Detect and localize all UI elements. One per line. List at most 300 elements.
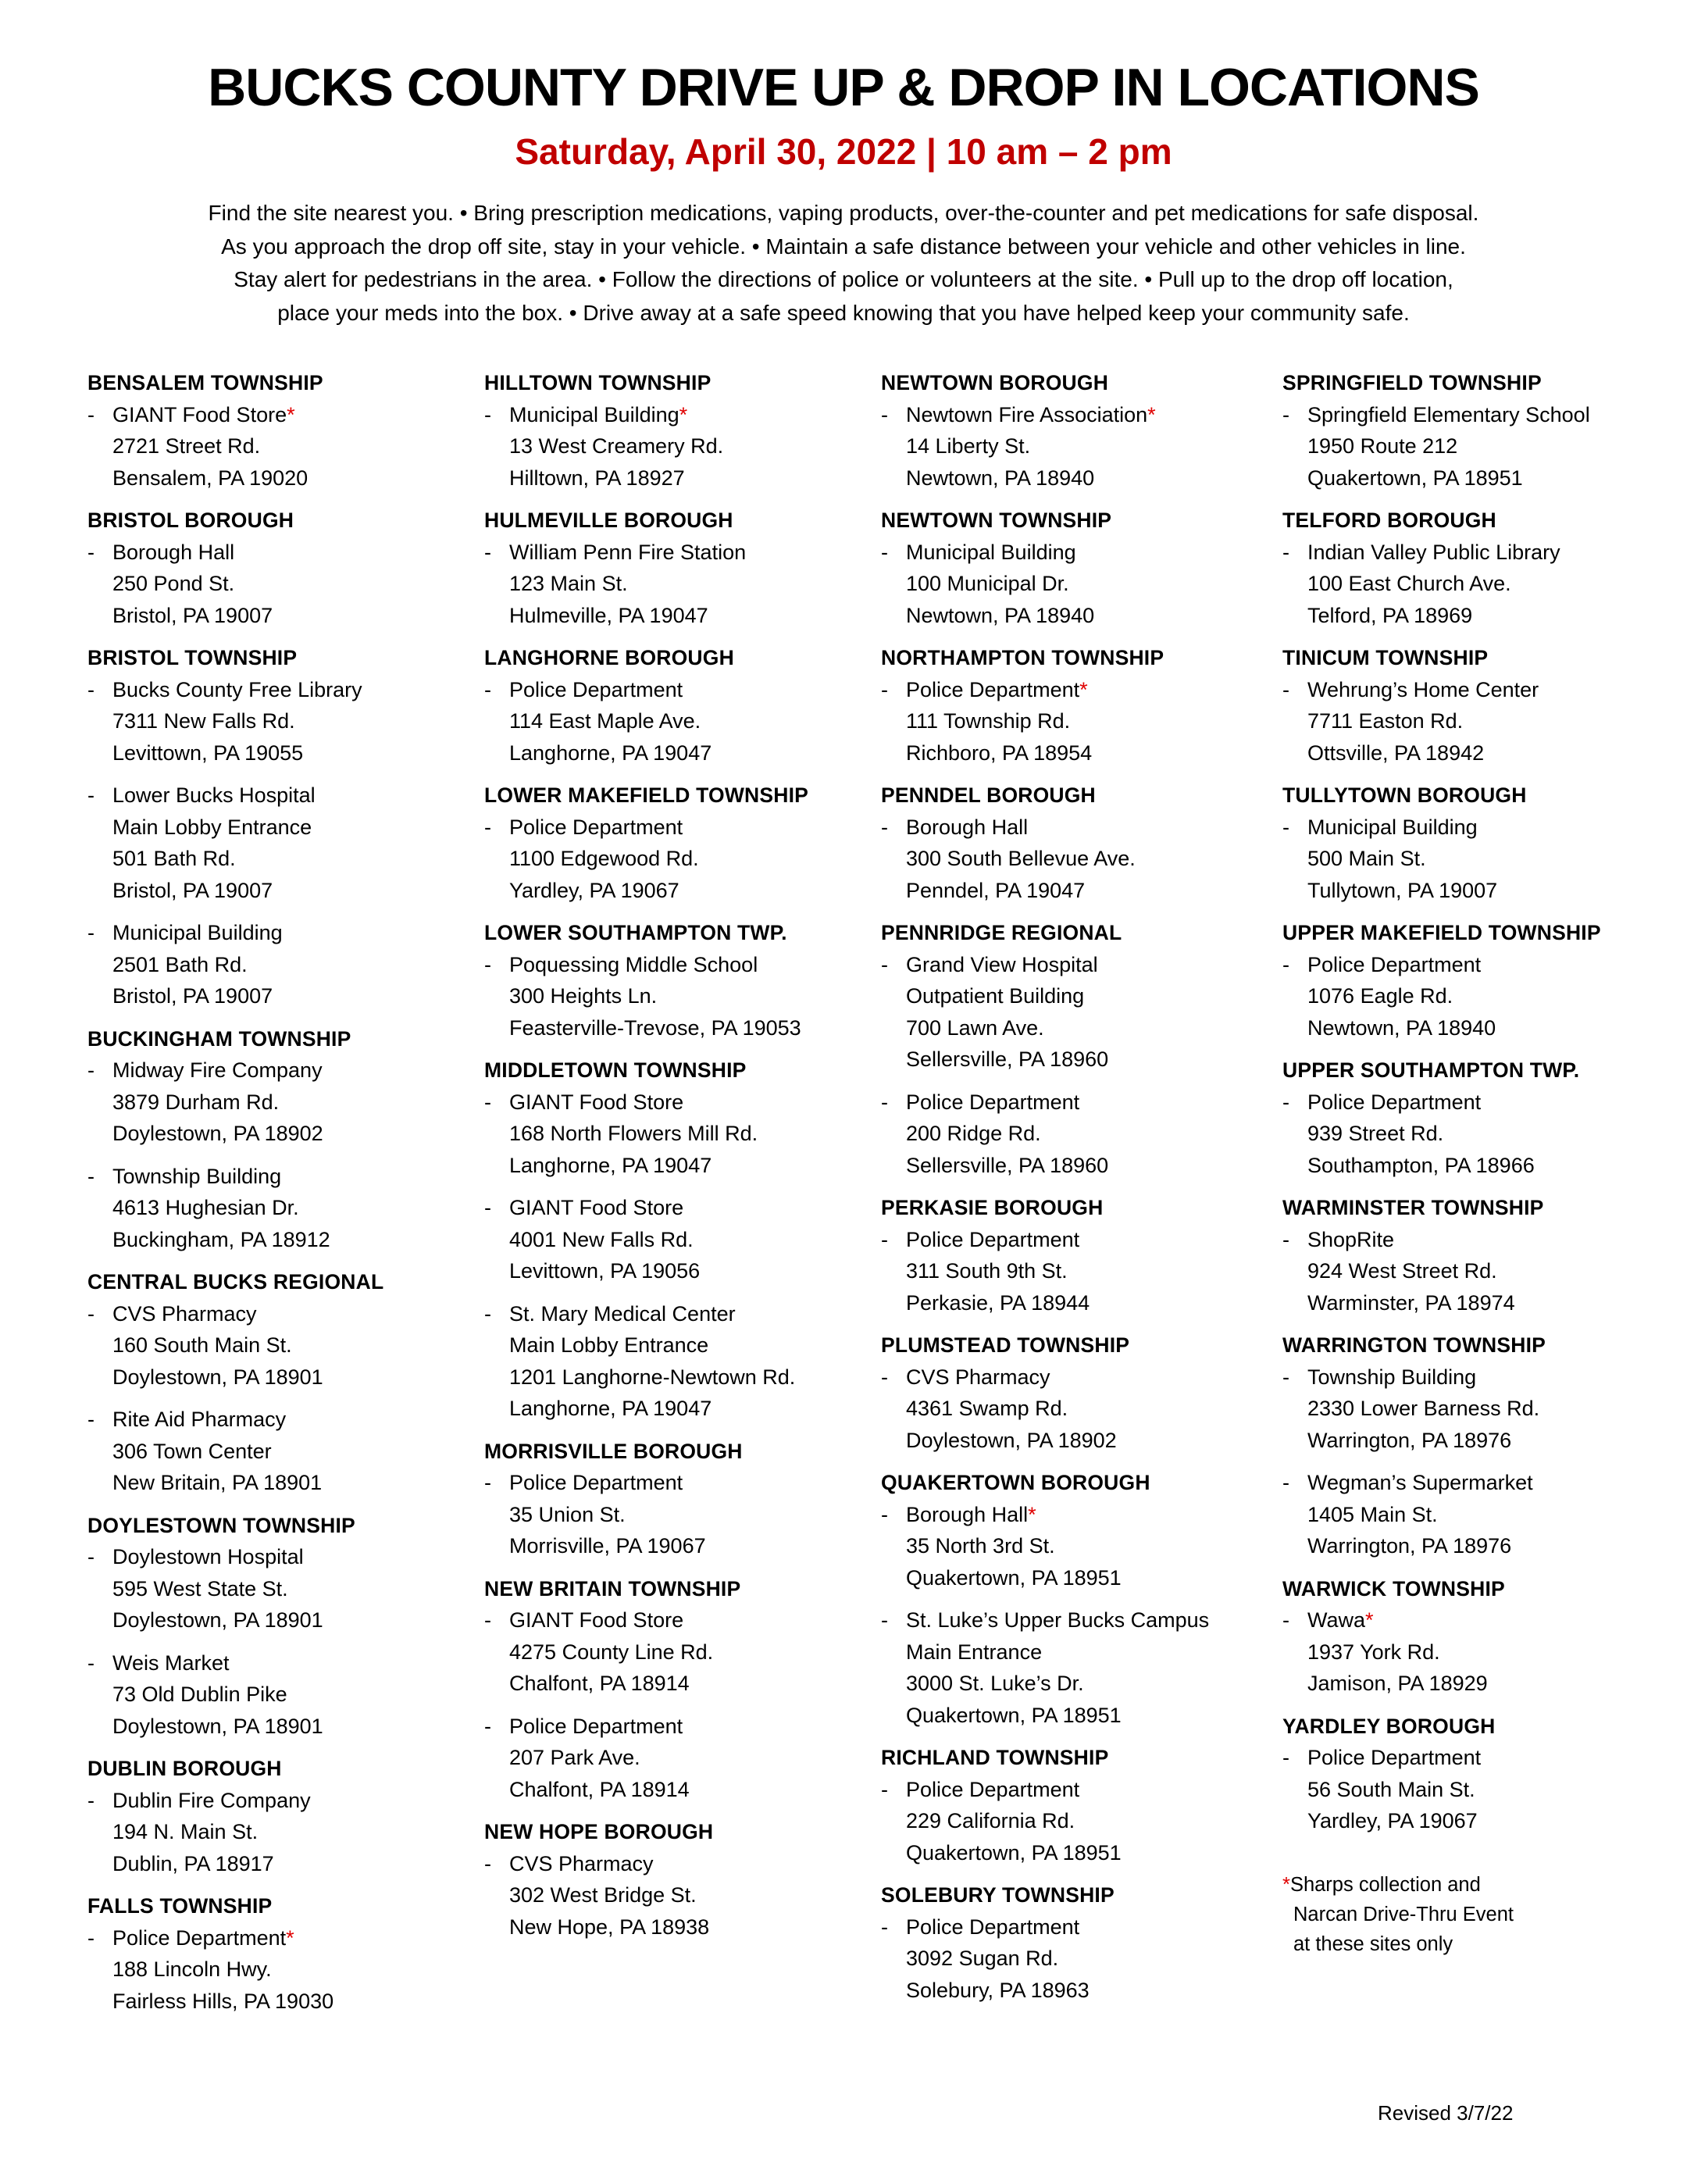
- address-line: 1100 Edgewood Rd.: [509, 847, 699, 870]
- location-entry: [881, 949, 1271, 1076]
- address-line: Langhorne, PA 19047: [509, 1397, 712, 1420]
- location-name: [1307, 1742, 1673, 1774]
- list-dash: -: [484, 1090, 491, 1114]
- instruction-line: As you approach the drop off site, stay in your vehicle. • Maintain a safe distance between your vehicle and other vehicles in line.: [221, 234, 1466, 259]
- location-name-text: Police Department: [1307, 1090, 1482, 1114]
- address-line: Outpatient Building: [906, 984, 1085, 1008]
- municipality-heading: PENNRIDGE REGIONAL: [881, 921, 1122, 944]
- municipality-heading: MORRISVILLE BOROUGH: [484, 1439, 743, 1463]
- location-name: [112, 780, 478, 812]
- address-line: Main Lobby Entrance: [509, 1333, 709, 1357]
- address-line: 700 Lawn Ave.: [906, 1015, 1044, 1040]
- municipality-section: [87, 1510, 478, 1743]
- address-line: 250 Pond St.: [112, 572, 235, 595]
- address-line: 1950 Route 212: [1307, 434, 1458, 458]
- location-name-text: Bucks County Free Library: [112, 677, 362, 701]
- location-name-text: Wegman’s Supermarket: [1307, 1471, 1533, 1494]
- list-dash: -: [484, 1714, 491, 1738]
- municipality-section: [484, 1816, 875, 1943]
- address-line: Bristol, PA 19007: [112, 984, 273, 1008]
- location-name-text: Wehrung’s Home Center: [1307, 677, 1539, 701]
- location-name-text: Grand View Hospital: [906, 952, 1098, 976]
- list-dash: -: [1282, 1227, 1289, 1251]
- location-entry: [1282, 1224, 1673, 1319]
- list-dash: -: [87, 677, 95, 701]
- municipality-heading: PLUMSTEAD TOWNSHIP: [881, 1333, 1130, 1357]
- list-dash: -: [87, 783, 95, 807]
- municipality-heading: LOWER MAKEFIELD TOWNSHIP: [484, 783, 809, 807]
- address-line: 302 West Bridge St.: [509, 1883, 697, 1907]
- municipality-section: [87, 642, 478, 1012]
- location-entry: [881, 1604, 1271, 1731]
- list-dash: -: [484, 952, 491, 976]
- location-name: [1307, 949, 1673, 981]
- footnote-text: Sharps collection and: [1289, 1873, 1481, 1896]
- address-line: Doylestown, PA 18901: [112, 1714, 323, 1738]
- address-line: Tullytown, PA 19007: [1307, 878, 1498, 902]
- municipality-section: [87, 1753, 478, 1879]
- list-dash: -: [87, 1301, 95, 1326]
- location-name-text: Lower Bucks Hospital: [112, 783, 316, 807]
- location-name-text: Police Department: [509, 815, 683, 839]
- sharps-asterisk-icon: *: [1028, 1502, 1036, 1526]
- address-line: 168 North Flowers Mill Rd.: [509, 1122, 758, 1145]
- location-entry: [484, 1192, 875, 1287]
- address-line: 194 N. Main St.: [112, 1820, 259, 1843]
- location-entry: [1282, 537, 1673, 632]
- address-line: Doylestown, PA 18901: [112, 1365, 323, 1389]
- address-line: Levittown, PA 19056: [509, 1259, 701, 1283]
- list-dash: -: [881, 1608, 888, 1632]
- location-name-text: GIANT Food Store: [509, 1196, 684, 1219]
- municipality-heading: TINICUM TOWNSHIP: [1282, 646, 1489, 669]
- address-line: Bensalem, PA 19020: [112, 466, 309, 490]
- location-name-text: Doylestown Hospital: [112, 1545, 304, 1568]
- location-entry: [87, 537, 478, 632]
- municipality-section: [87, 1890, 478, 2017]
- location-name-text: St. Mary Medical Center: [509, 1301, 736, 1326]
- location-name: [906, 674, 1271, 706]
- list-dash: -: [484, 1471, 491, 1494]
- municipality-section: [1282, 780, 1673, 906]
- location-entry: [881, 537, 1271, 632]
- list-dash: -: [484, 540, 491, 564]
- municipality-heading: NEW BRITAIN TOWNSHIP: [484, 1576, 741, 1601]
- location-name: [1307, 1604, 1673, 1636]
- location-entry: [87, 1922, 478, 2018]
- address-line: 114 East Maple Ave.: [509, 709, 701, 733]
- location-name-text: Weis Market: [112, 1650, 230, 1675]
- municipality-heading: DUBLIN BOROUGH: [87, 1757, 282, 1780]
- location-name: [509, 1711, 875, 1743]
- address-line: Yardley, PA 19067: [509, 878, 679, 902]
- address-line: Telford, PA 18969: [1307, 603, 1473, 627]
- location-name-text: GIANT Food Store: [509, 1608, 684, 1632]
- municipality-heading: FALLS TOWNSHIP: [87, 1894, 273, 1918]
- location-name: [112, 1541, 478, 1573]
- address-line: 4613 Hughesian Dr.: [112, 1196, 299, 1219]
- location-name: [906, 537, 1271, 569]
- address-line: 2721 Street Rd.: [112, 434, 261, 458]
- municipality-section: [484, 505, 875, 631]
- location-entry: [484, 674, 875, 769]
- list-dash: -: [87, 1545, 95, 1568]
- address-line: 188 Lincoln Hwy.: [112, 1957, 272, 1981]
- location-name: [112, 1785, 478, 1817]
- list-dash: -: [881, 952, 888, 976]
- address-line: 4275 County Line Rd.: [509, 1640, 714, 1664]
- location-entry: [484, 1711, 875, 1806]
- list-dash: -: [881, 815, 888, 839]
- location-entry: [1282, 1087, 1673, 1182]
- location-entry: [881, 674, 1271, 769]
- location-entry: [87, 1541, 478, 1636]
- location-name-text: Police Department: [906, 677, 1080, 701]
- location-entry: [87, 917, 478, 1012]
- address-line: 14 Liberty St.: [906, 434, 1031, 458]
- address-line: Yardley, PA 19067: [1307, 1809, 1478, 1832]
- location-entry: [1282, 1361, 1673, 1457]
- location-name-text: CVS Pharmacy: [112, 1301, 257, 1326]
- page-title: BUCKS COUNTY DRIVE UP & DROP IN LOCATIONS: [208, 58, 1479, 117]
- address-line: Doylestown, PA 18902: [112, 1122, 323, 1145]
- address-line: Newtown, PA 18940: [906, 466, 1095, 490]
- location-entry: [881, 1087, 1271, 1182]
- municipality-heading: CENTRAL BUCKS REGIONAL: [87, 1270, 384, 1294]
- location-name: [1307, 537, 1673, 569]
- address-line: 306 Town Center: [112, 1439, 272, 1463]
- address-line: Perkasie, PA 18944: [906, 1290, 1090, 1315]
- address-line: 500 Main St.: [1307, 847, 1426, 870]
- municipality-section: [881, 1467, 1271, 1731]
- municipality-section: [1282, 1711, 1673, 1837]
- address-line: 7311 New Falls Rd.: [112, 709, 295, 733]
- location-name: [509, 1298, 875, 1330]
- address-line: 1937 York Rd.: [1307, 1640, 1440, 1664]
- location-entry: [1282, 1467, 1673, 1562]
- location-name-text: William Penn Fire Station: [509, 540, 747, 564]
- address-line: Dublin, PA 18917: [112, 1851, 274, 1875]
- address-line: 35 Union St.: [509, 1502, 626, 1526]
- location-name: [112, 1647, 478, 1679]
- municipality-heading: TULLYTOWN BOROUGH: [1282, 783, 1527, 807]
- revision-date: Revised 3/7/22: [1378, 2101, 1514, 2125]
- address-line: 300 South Bellevue Ave.: [906, 847, 1136, 870]
- location-name-text: Police Department: [509, 677, 683, 701]
- address-line: Chalfont, PA 18914: [509, 1672, 690, 1695]
- location-name-text: GIANT Food Store: [509, 1090, 684, 1114]
- location-name: [1307, 1467, 1673, 1499]
- municipality-heading: HILLTOWN TOWNSHIP: [484, 371, 712, 394]
- sharps-asterisk-icon: *: [679, 402, 688, 426]
- municipality-section: [881, 1742, 1271, 1868]
- municipality-heading: MIDDLETOWN TOWNSHIP: [484, 1058, 747, 1082]
- location-name: [906, 1911, 1271, 1943]
- address-line: Richboro, PA 18954: [906, 740, 1093, 765]
- sharps-asterisk-icon: *: [1147, 402, 1156, 426]
- address-line: 311 South 9th St.: [906, 1259, 1068, 1283]
- list-dash: -: [484, 1608, 491, 1632]
- address-line: 13 West Creamery Rd.: [509, 434, 724, 458]
- address-line: Langhorne, PA 19047: [509, 1153, 712, 1177]
- location-entry: [87, 399, 478, 494]
- location-name-text: Police Department: [1307, 1746, 1482, 1769]
- address-line: Warminster, PA 18974: [1307, 1290, 1515, 1315]
- location-name-text: Newtown Fire Association: [906, 402, 1148, 426]
- address-line: Warrington, PA 18976: [1307, 1534, 1512, 1558]
- list-dash: -: [881, 677, 888, 701]
- location-entry: [484, 1848, 875, 1943]
- list-dash: -: [881, 402, 888, 426]
- municipality-section: [484, 780, 875, 906]
- address-line: 3000 St. Luke’s Dr.: [906, 1672, 1084, 1695]
- location-name: [112, 399, 478, 431]
- location-name-text: Springfield Elementary School: [1307, 402, 1590, 426]
- list-dash: -: [484, 1851, 491, 1875]
- list-dash: -: [1282, 540, 1289, 564]
- list-dash: -: [881, 1227, 888, 1251]
- location-entry: [1282, 1604, 1673, 1700]
- address-line: 160 South Main St.: [112, 1333, 292, 1357]
- footnote-line: [1282, 1870, 1673, 1900]
- address-line: Quakertown, PA 18951: [906, 1840, 1122, 1865]
- sharps-asterisk-icon: *: [1079, 677, 1088, 701]
- municipality-heading: HULMEVILLE BOROUGH: [484, 509, 733, 532]
- address-line: Fairless Hills, PA 19030: [112, 1989, 334, 2013]
- location-name-text: Poquessing Middle School: [509, 952, 758, 976]
- locations-column-3: [881, 367, 1271, 2006]
- address-line: 100 East Church Ave.: [1307, 572, 1511, 595]
- location-entry: [1282, 812, 1673, 907]
- list-dash: -: [881, 1365, 888, 1389]
- location-name: [1307, 1224, 1673, 1256]
- address-line: 2501 Bath Rd.: [112, 952, 248, 976]
- address-line: 1405 Main St.: [1307, 1502, 1438, 1526]
- location-entry: [87, 1404, 478, 1499]
- instructions: [0, 197, 1687, 330]
- list-dash: -: [87, 1788, 95, 1812]
- location-name: [906, 399, 1271, 431]
- address-line: 924 West Street Rd.: [1307, 1259, 1497, 1283]
- address-line: 7711 Easton Rd.: [1307, 709, 1464, 733]
- footnote-text: Narcan Drive-Thru Event: [1293, 1903, 1514, 1925]
- location-name-text: Municipal Building: [906, 540, 1076, 564]
- footnote-text: at these sites only: [1293, 1932, 1453, 1955]
- list-dash: -: [881, 1777, 888, 1801]
- location-name: [112, 1404, 478, 1436]
- location-name-text: Police Department: [906, 1090, 1080, 1114]
- address-line: New Britain, PA 18901: [112, 1471, 323, 1494]
- location-name-text: Wawa: [1307, 1608, 1366, 1632]
- location-name-text: Municipal Building: [1307, 815, 1478, 839]
- list-dash: -: [87, 921, 95, 944]
- address-line: 3879 Durham Rd.: [112, 1090, 280, 1114]
- location-entry: [484, 537, 875, 632]
- location-name: [1307, 1087, 1673, 1119]
- municipality-heading: BENSALEM TOWNSHIP: [87, 371, 323, 394]
- municipality-section: [1282, 1055, 1673, 1181]
- list-dash: -: [1282, 1746, 1289, 1769]
- municipality-heading: UPPER MAKEFIELD TOWNSHIP: [1282, 921, 1601, 944]
- location-entry: [1282, 399, 1673, 494]
- location-name-text: Borough Hall: [906, 815, 1029, 839]
- location-name: [906, 949, 1271, 981]
- list-dash: -: [1282, 402, 1289, 426]
- location-name-text: Municipal Building: [112, 921, 283, 944]
- location-entry: [1282, 1742, 1673, 1837]
- list-dash: -: [1282, 1090, 1289, 1114]
- location-name-text: Police Department: [509, 1714, 683, 1738]
- list-dash: -: [881, 1502, 888, 1526]
- location-name: [509, 812, 875, 844]
- address-line: Quakertown, PA 18951: [906, 1565, 1122, 1590]
- address-line: Levittown, PA 19055: [112, 740, 304, 765]
- address-line: Newtown, PA 18940: [1307, 1015, 1496, 1040]
- municipality-heading: DOYLESTOWN TOWNSHIP: [87, 1513, 355, 1537]
- municipality-heading: LOWER SOUTHAMPTON TWP.: [484, 921, 787, 944]
- location-entry: [484, 1087, 875, 1182]
- municipality-heading: NEWTOWN TOWNSHIP: [881, 509, 1112, 532]
- address-line: Bristol, PA 19007: [112, 603, 273, 627]
- location-name: [509, 674, 875, 706]
- address-line: Ottsville, PA 18942: [1307, 740, 1485, 765]
- address-line: 1076 Eagle Rd.: [1307, 984, 1453, 1008]
- location-name-text: Midway Fire Company: [112, 1058, 323, 1082]
- location-name-text: St. Luke’s Upper Bucks Campus: [906, 1608, 1210, 1632]
- municipality-section: [484, 367, 875, 494]
- municipality-section: [881, 642, 1271, 769]
- address-line: 229 California Rd.: [906, 1809, 1075, 1832]
- location-entry: [1282, 949, 1673, 1044]
- municipality-heading: WARRINGTON TOWNSHIP: [1282, 1333, 1546, 1357]
- location-name: [112, 674, 478, 706]
- municipality-heading: QUAKERTOWN BOROUGH: [881, 1471, 1150, 1494]
- list-dash: -: [87, 402, 95, 426]
- list-dash: -: [87, 1925, 95, 1950]
- sharps-asterisk-icon: *: [1365, 1608, 1374, 1632]
- address-line: 100 Municipal Dr.: [906, 572, 1069, 595]
- location-entry: [484, 1467, 875, 1562]
- address-line: Quakertown, PA 18951: [906, 1703, 1122, 1727]
- address-line: Main Lobby Entrance: [112, 815, 312, 839]
- location-entry: [881, 1361, 1271, 1457]
- list-dash: -: [484, 402, 491, 426]
- location-name: [906, 1087, 1271, 1119]
- location-entry: [87, 1055, 478, 1150]
- location-name: [509, 949, 875, 981]
- list-dash: -: [87, 1058, 95, 1082]
- address-line: Buckingham, PA 18912: [112, 1227, 330, 1251]
- list-dash: -: [87, 1408, 95, 1431]
- list-dash: -: [881, 1090, 888, 1114]
- address-line: Feasterville-Trevose, PA 19053: [509, 1015, 801, 1040]
- municipality-section: [484, 917, 875, 1044]
- address-line: Warrington, PA 18976: [1307, 1428, 1512, 1452]
- location-name-text: Township Building: [112, 1164, 282, 1188]
- location-name: [1307, 1361, 1673, 1394]
- location-entry: [87, 1298, 478, 1394]
- address-line: Solebury, PA 18963: [906, 1978, 1090, 2002]
- list-dash: -: [1282, 677, 1289, 701]
- location-name: [112, 1922, 478, 1954]
- list-dash: -: [881, 540, 888, 564]
- municipality-section: [484, 1055, 875, 1425]
- location-entry: [881, 1911, 1271, 2007]
- location-name: [509, 1192, 875, 1224]
- address-line: 207 Park Ave.: [509, 1746, 640, 1769]
- address-line: Hulmeville, PA 19047: [509, 603, 708, 627]
- municipality-heading: BUCKINGHAM TOWNSHIP: [87, 1026, 351, 1051]
- address-line: 3092 Sugan Rd.: [906, 1947, 1059, 1970]
- list-dash: -: [484, 815, 491, 839]
- municipality-section: [87, 1023, 478, 1256]
- municipality-heading: SPRINGFIELD TOWNSHIP: [1282, 371, 1542, 394]
- location-name-text: Dublin Fire Company: [112, 1788, 311, 1812]
- list-dash: -: [1282, 1608, 1289, 1632]
- location-name-text: Township Building: [1307, 1365, 1477, 1389]
- municipality-heading: WARWICK TOWNSHIP: [1282, 1576, 1505, 1601]
- location-name: [1307, 812, 1673, 844]
- location-entry: [881, 1774, 1271, 1869]
- municipality-section: [881, 917, 1271, 1181]
- location-entry: [87, 1785, 478, 1880]
- location-name-text: ShopRite: [1307, 1227, 1395, 1251]
- list-dash: -: [87, 540, 95, 564]
- address-line: 501 Bath Rd.: [112, 847, 236, 870]
- municipality-heading: PERKASIE BOROUGH: [881, 1196, 1104, 1219]
- address-line: New Hope, PA 18938: [509, 1915, 710, 1939]
- location-name: [112, 537, 478, 569]
- location-name: [1307, 674, 1673, 706]
- sharps-asterisk-icon: *: [1282, 1873, 1290, 1896]
- municipality-heading: UPPER SOUTHAMPTON TWP.: [1282, 1058, 1580, 1082]
- municipality-section: [1282, 1192, 1673, 1319]
- location-name: [509, 1467, 875, 1499]
- location-name: [1307, 399, 1673, 431]
- municipality-section: [881, 1192, 1271, 1319]
- location-name: [906, 1361, 1271, 1394]
- municipality-heading: WARMINSTER TOWNSHIP: [1282, 1196, 1544, 1219]
- location-entry: [881, 812, 1271, 907]
- address-line: Southampton, PA 18966: [1307, 1153, 1535, 1177]
- location-name: [906, 1604, 1271, 1636]
- locations-column-1: [87, 367, 478, 2017]
- municipality-section: [1282, 1329, 1673, 1562]
- municipality-section: [881, 780, 1271, 906]
- sharps-asterisk-icon: *: [287, 402, 295, 426]
- location-name-text: Police Department: [509, 1471, 683, 1494]
- location-name: [509, 537, 875, 569]
- address-line: 73 Old Dublin Pike: [112, 1683, 287, 1706]
- municipality-heading: NEW HOPE BOROUGH: [484, 1820, 714, 1843]
- municipality-section: [484, 642, 875, 769]
- location-name: [906, 1774, 1271, 1806]
- location-name-text: Police Department: [906, 1777, 1080, 1801]
- location-entry: [881, 399, 1271, 494]
- list-dash: -: [484, 1196, 491, 1219]
- municipality-section: [881, 1329, 1271, 1456]
- location-name-text: Borough Hall: [906, 1502, 1029, 1526]
- list-dash: -: [1282, 1365, 1289, 1389]
- address-line: Penndel, PA 19047: [906, 878, 1086, 902]
- address-line: 1201 Langhorne-Newtown Rd.: [509, 1365, 796, 1389]
- address-line: Quakertown, PA 18951: [1307, 466, 1523, 490]
- instruction-line: Stay alert for pedestrians in the area. • Follow the directions of police or volunteers at the site. • Pull up to the drop off location,: [234, 267, 1453, 291]
- instruction-line: Find the site nearest you. • Bring prescription medications, vaping products, over-the-counter and pet medications for safe disposal.: [208, 201, 1479, 225]
- list-dash: -: [1282, 815, 1289, 839]
- address-line: Newtown, PA 18940: [906, 603, 1095, 627]
- address-line: Langhorne, PA 19047: [509, 740, 712, 765]
